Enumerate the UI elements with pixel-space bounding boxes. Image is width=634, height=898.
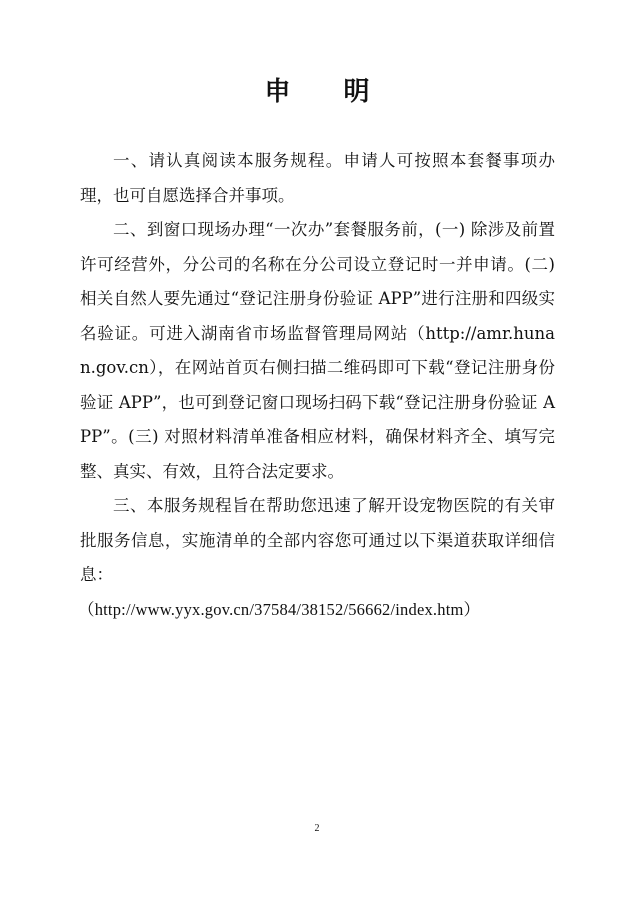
paragraph-1: 一、请认真阅读本服务规程。申请人可按照本套餐事项办理，也可自愿选择合并事项。 xyxy=(80,151,555,205)
document-body xyxy=(80,144,555,627)
paragraph-2: 二、到窗口现场办理“一次办”套餐服务前，(一) 除涉及前置许可经营外，分公司的名称在分公司设立登记时一并申请。(二) 相关自然人要先通过“登记注册身份验证 APP”进行注册和四级实名验证。可进入湖南省市场监督管理局网站（http://amr.hunan.gov.cn），在网站首页右侧扫描二维码即可下载“登记注册身份验证 APP”，也可到登记窗口现场扫码下载“登记注册身份验证 APP”。(三) 对照材料清单准备相应材料，确保材料齐全、填写完整、真实、有效，且符合法定要求。 xyxy=(80,220,555,481)
info-url-line: （http://www.yyx.gov.cn/37584/38152/56662/index.htm） xyxy=(78,599,481,619)
paragraph-3: 三、本服务规程旨在帮助您迅速了解开设宠物医院的有关审批服务信息，实施清单的全部内容您可通过以下渠道获取详细信息： xyxy=(80,496,555,584)
page-number: 2 xyxy=(314,823,320,834)
page-title: 申 明 xyxy=(264,77,392,107)
